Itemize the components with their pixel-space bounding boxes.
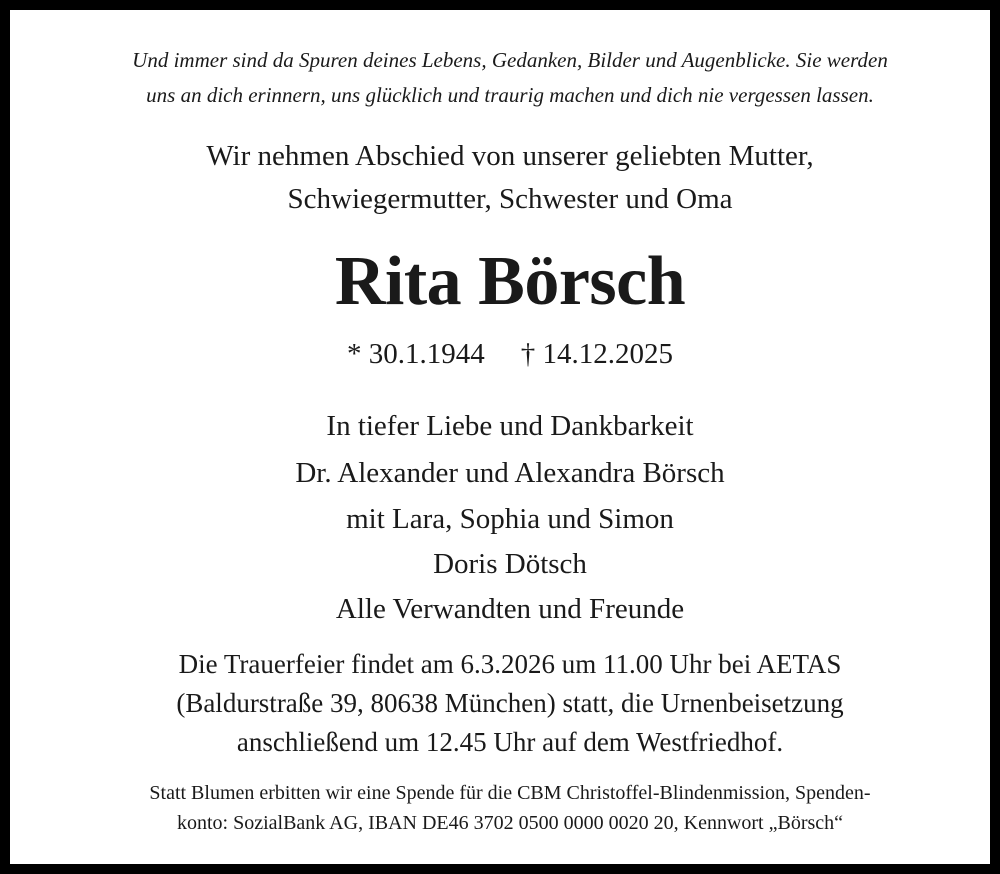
intro-line-1: Wir nehmen Abschied von unserer geliebten Mutter, — [206, 140, 814, 172]
service-line-3: anschließend um 12.45 Uhr auf dem Westfriedhof. — [236, 727, 784, 757]
mourner-name: mit Lara, Sophia und Simon — [346, 503, 674, 535]
mourner-name: Doris Dötsch — [433, 548, 587, 580]
donation-line-2: konto: SozialBank AG, IBAN DE46 3702 0500 0000 0020 20, Kennwort „Börsch“ — [176, 812, 844, 834]
motto-line-2: uns an dich erinnern, uns glücklich und traurig machen und dich nie vergessen lassen. — [146, 83, 874, 107]
intro-line-2: Schwiegermutter, Schwester und Oma — [287, 183, 733, 215]
mourner-name: Dr. Alexander und Alexandra Börsch — [295, 457, 725, 489]
mourners-heading: In tiefer Liebe und Dankbarkeit — [326, 410, 694, 442]
deceased-name: Rita Börsch — [334, 243, 686, 320]
death-date: † 14.12.2025 — [520, 338, 673, 370]
motto-line-1: Und immer sind da Spuren deines Lebens, Gedanken, Bilder und Augenblicke. Sie werden — [132, 48, 888, 72]
service-line-1: Die Trauerfeier findet am 6.3.2026 um 11.00 Uhr bei AETAS — [178, 649, 842, 679]
birth-date: * 30.1.1944 — [347, 338, 485, 370]
life-dates — [10, 338, 1000, 371]
service-line-2: (Baldurstraße 39, 80638 München) statt, die Urnenbeisetzung — [176, 688, 844, 718]
donation-line-1: Statt Blumen erbitten wir eine Spende für die CBM Christoffel-Blindenmission, Spenden- — [149, 782, 871, 804]
mourner-name: Alle Verwandten und Freunde — [335, 593, 685, 625]
